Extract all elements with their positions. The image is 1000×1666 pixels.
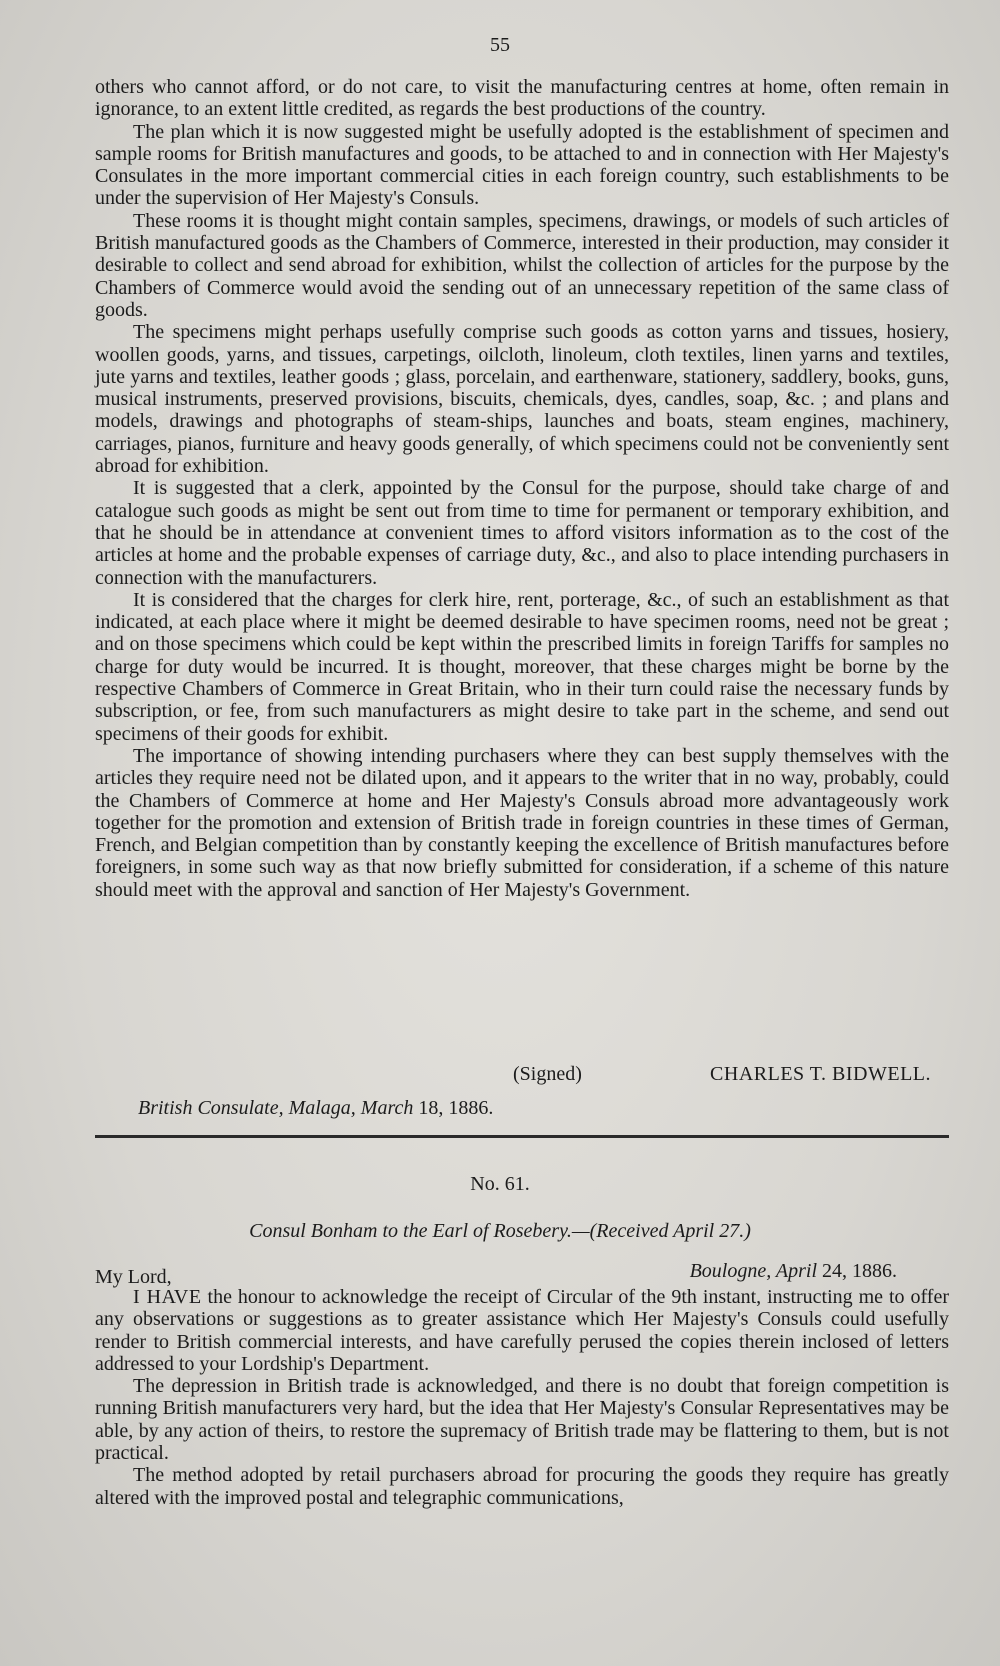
paragraph: It is suggested that a clerk, appointed by the Consul for the purpose, should take charge of and catalogue such goods as might be sent out from time to time for permanent or temporary exhibition, and that he should be in attendance at convenient times to afford visitors information as to the cost of the articles at home and the probable expenses of carriage duty, &c., and also to place intending purchasers in connection with the manufacturers. (95, 477, 949, 589)
page-number: 55 (490, 34, 510, 56)
salutation: My Lord, (95, 1266, 172, 1288)
dateline-date: 18, 1886. (418, 1097, 494, 1119)
dateline (138, 1097, 493, 1120)
paragraph: These rooms it is thought might contain samples, specimens, drawings, or models of such articles of British manufactured goods as the Chambers of Commerce, interested in their production, may consider it desirable to collect and send abroad for exhibition, whilst the collection of articles for the purpose by the Chambers of Commerce would avoid the sending out of an unnecessary repetition of the same class of goods. (95, 209, 949, 321)
opening-caps: I HAVE (133, 1286, 202, 1308)
letter-body (95, 1286, 949, 1509)
paragraph: The importance of showing intending purchasers where they can best supply themselves with the articles they require need not be dilated upon, and it appears to the writer that in no way, probably, could the Chambers of Commerce at home and Her Majesty's Consuls abroad more advantageously work together for the promotion and extension of British trade in foreign countries in these times of German, French, and Belgian competition than by constantly keeping the excellence of British manufactures before foreigners, in some such way as that now briefly submitted for consideration, if a scheme of this nature should meet with the approval and sanction of Her Majesty's Government. (95, 744, 949, 901)
dateline-place: British Consulate, Malaga, March (138, 1097, 414, 1119)
paragraph: The method adopted by retail purchasers abroad for procuring the goods they require has greatly altered with the improved postal and telegraphic communications, (95, 1464, 949, 1509)
signed-label: (Signed) (513, 1063, 582, 1085)
signature-line (95, 1063, 949, 1087)
signatory-name: CHARLES T. BIDWELL. (710, 1063, 931, 1085)
paragraph: It is considered that the charges for clerk hire, rent, porterage, &c., of such an establishment as that indicated, at each place where it might be deemed desirable to have specimen rooms, need not be great ; and on those specimens which could be kept within the prescribed limits in foreign Tariffs for samples no charge for duty would be incurred. It is thought, moreover, that these charges might be borne by the respective Chambers of Commerce in Great Britain, who in their turn could raise the necessary funds by subscription, or fee, from such manufacturers as might desire to take part in the scheme, and send out specimens of their goods for exhibit. (95, 588, 949, 745)
letter-place: Boulogne, April (689, 1260, 817, 1282)
paragraph: others who cannot afford, or do not care, to visit the manufacturing centres at home, often remain in ignorance, to an extent little credited, as regards the best productions of the country. (95, 76, 949, 121)
salutation-line (95, 1260, 949, 1288)
paragraph: The specimens might perhaps usefully comprise such goods as cotton yarns and tissues, hosiery, woollen goods, yarns, and tissues, carpetings, oilcloth, linoleum, cloth textiles, linen yarns and textiles, jute yarns and textiles, leather goods ; glass, porcelain, and earthenware, stationery, saddlery, books, guns, musical instruments, preserved provisions, biscuits, chemicals, dyes, candles, soap, &c. ; and plans and models, drawings and photographs of steam-ships, launches and boats, steam engines, machinery, carriages, pianos, furniture and heavy goods generally, of which specimens could not be conveniently sent abroad for exhibition. (95, 321, 949, 478)
section-divider (95, 1135, 949, 1138)
letter-date: 24, 1886. (822, 1260, 897, 1282)
letter-heading: Consul Bonham to the Earl of Rosebery.—(Received April 27.) (249, 1220, 751, 1242)
consul-report-body (95, 76, 949, 901)
letter-place-date (690, 1260, 897, 1283)
opening-text: the honour to acknowledge the receipt of Circular of the 9th instant, instructing me to offer any observations or suggestions as to greater assistance which Her Majesty's Consuls could usefully render to British commercial interests, and have carefully perused the copies therein inclosed of letters addressed to your Lordship's Department. (95, 1286, 949, 1375)
paragraph (95, 1286, 949, 1375)
paragraph: The depression in British trade is acknowledged, and there is no doubt that foreign competition is running British manufacturers very hard, but the idea that Her Majesty's Consular Representatives may be able, by any action of theirs, to restore the supremacy of British trade may be flattering to them, but is not practical. (95, 1375, 949, 1465)
paragraph: The plan which it is now suggested might be usefully adopted is the establishment of specimen and sample rooms for British manufactures and goods, to be attached to and in connection with Her Majesty's Consulates in the more important commercial cities in each foreign country, such establishments to be under the supervision of Her Majesty's Consuls. (95, 120, 949, 210)
document-number: No. 61. (470, 1173, 530, 1195)
